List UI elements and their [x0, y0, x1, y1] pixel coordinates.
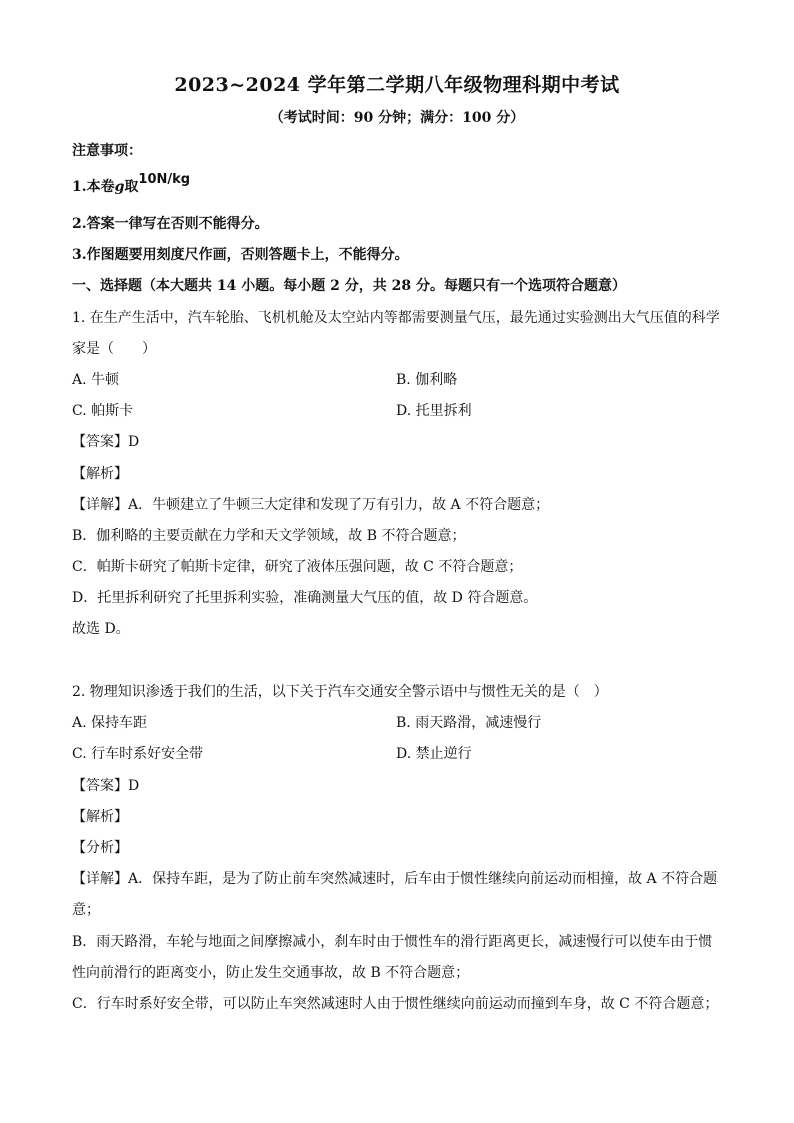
q2-detail-b-line2: 性向前滑行的距离变小，防止发生交通事故，故 B 不符合题意； [72, 965, 470, 981]
q2-option-a: A. 保持车距 [72, 715, 148, 731]
q1-analysis-label: 【解析】 [72, 466, 128, 482]
notice-heading: 注意事项： [72, 143, 142, 159]
q2-answer: 【答案】D [72, 778, 140, 794]
q2-option-b: B. 雨天路滑，减速慢行 [396, 715, 542, 731]
q2-fenxi-label: 【分析】 [72, 840, 128, 856]
q2-detail-c: C．行车时系好安全带，可以防止车突然减速时人由于惯性继续向前运动而撞到车身，故 C 不符合题意； [72, 996, 719, 1012]
gravity-value: 10N/kg [138, 172, 191, 187]
q1-stem-line2: 家是（ ） [72, 341, 156, 357]
q1-option-c: C. 帕斯卡 [72, 403, 134, 419]
notice-item-1-mid: 取 [124, 179, 139, 195]
q1-option-a: A. 牛顿 [72, 372, 120, 388]
notice-item-3: 3.作图题要用刻度尺作画，否则答题卡上，不能得分。 [72, 247, 409, 263]
notice-item-1-prefix: 1.本卷 [72, 179, 115, 195]
q1-conclusion: 故选 D。 [72, 621, 130, 637]
section-heading: 一、选择题（本大题共 14 小题。每小题 2 分，共 28 分。每题只有一个选项符合题意） [72, 278, 626, 294]
q2-detail-b-line1: B．雨天路滑，车轮与地面之间摩擦减小，刹车时由于惯性车的滑行距离更长，减速慢行可以使车由于惯 [72, 934, 713, 950]
q1-detail-c: C．帕斯卡研究了帕斯卡定律，研究了液体压强问题，故 C 不符合题意； [72, 559, 523, 575]
q1-detail-d: D．托里拆利研究了托里拆利实验，准确测量大气压的值，故 D 符合题意。 [72, 590, 538, 606]
q1-detail-b: B．伽利略的主要贡献在力学和天文学领域，故 B 不符合题意； [72, 528, 466, 544]
exam-info: （考试时间：90 分钟；满分：100 分） [269, 110, 525, 126]
page-title: 2023~2024 学年第二学期八年级物理科期中考试 [174, 74, 620, 96]
notice-item-2: 2.答案一律写在否则不能得分。 [72, 216, 269, 232]
q1-stem-line1: 1. 在生产生活中，汽车轮胎、飞机机舱及太空站内等都需要测量气压，最先通过实验测出大气压值的科学 [72, 310, 720, 326]
gravity-variable: g [114, 179, 125, 195]
q2-option-d: D. 禁止逆行 [396, 746, 472, 762]
notice-item-1 [72, 172, 191, 196]
q2-analysis-label: 【解析】 [72, 809, 128, 825]
q2-option-c: C. 行车时系好安全带 [72, 746, 204, 762]
q1-answer: 【答案】D [72, 434, 140, 450]
q1-detail-a: 【详解】A．牛顿建立了牛顿三大定律和发现了万有引力，故 A 不符合题意； [72, 497, 550, 513]
q1-option-d: D. 托里拆利 [396, 403, 472, 419]
q2-detail-a-line2: 意； [72, 902, 100, 918]
q2-stem: 2. 物理知识渗透于我们的生活，以下关于汽车交通安全警示语中与惯性无关的是（ ） [72, 684, 608, 700]
q2-detail-a-line1: 【详解】A．保持车距，是为了防止前车突然减速时，后车由于惯性继续向前运动而相撞，故 A 不符合题 [72, 871, 718, 887]
q1-option-b: B. 伽利略 [396, 372, 458, 388]
